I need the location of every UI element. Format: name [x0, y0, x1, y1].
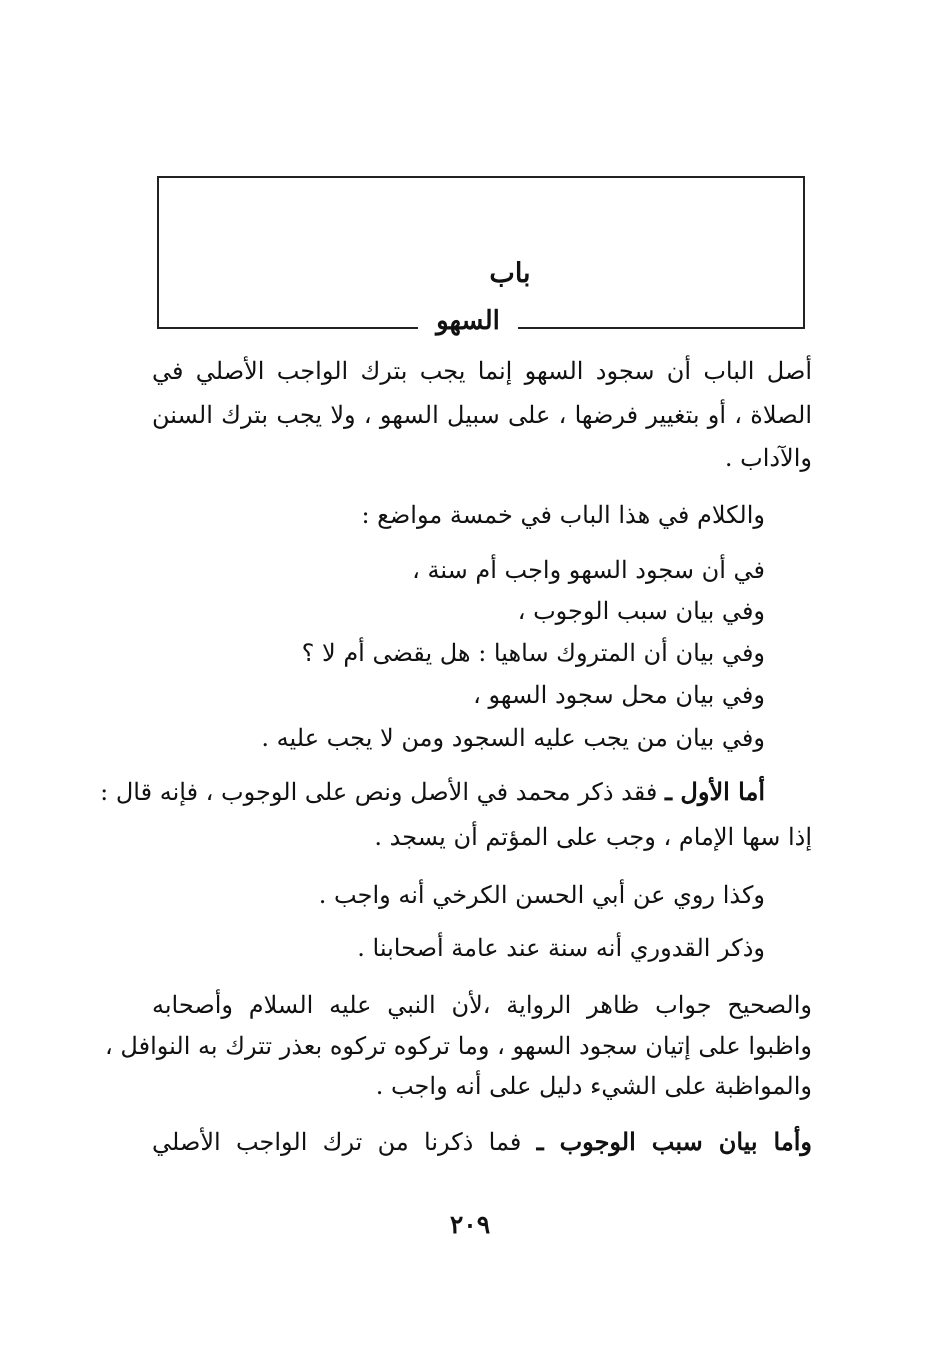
topic-list-item-3: وفي بيان أن المتروك ساهيا : هل يقضى أم لا ؟: [301, 639, 765, 667]
topic-list-item-2: وفي بيان سبب الوجوب ،: [517, 597, 765, 625]
paragraph-7-line-1: والصحيح جواب ظاهر الرواية ،لأن النبي عليه السلام وأصحابه: [152, 991, 812, 1019]
topic-list-item-4: وفي بيان محل سجود السهو ،: [473, 681, 765, 709]
paragraph-4-line-1: [100, 777, 765, 807]
section-lead-first: أما الأول ـ: [665, 777, 765, 806]
paragraph-6-line-1: وذكر القدوري أنه سنة عند عامة أصحابنا .: [357, 934, 765, 962]
paragraph-1-line-1: أصل الباب أن سجود السهو إنما يجب بترك الواجب الأصلي في: [152, 357, 812, 385]
chapter-title: السهو: [418, 306, 518, 336]
paragraph-1-line-2: الصلاة ، أو بتغيير فرضها ، على سبيل السهو ، ولا يجب بترك السنن: [152, 401, 812, 429]
paragraph-7-line-2: واظبوا على إتيان سجود السهو ، وما تركوه تركوه بعذر تترك به النوافل ،: [105, 1032, 812, 1060]
section-lead-cause: وأما بيان سبب الوجوب ـ: [536, 1127, 812, 1156]
paragraph-8-line-1-text: فما ذكرنا من ترك الواجب الأصلي: [152, 1128, 522, 1156]
topic-list-item-5: وفي بيان من يجب عليه السجود ومن لا يجب عليه .: [261, 724, 765, 752]
header-rule-right: [512, 327, 805, 329]
paragraph-4-line-1-text: فقد ذكر محمد في الأصل ونص على الوجوب ، فإنه قال :: [100, 778, 658, 806]
topic-list-item-1: في أن سجود السهو واجب أم سنة ،: [412, 556, 765, 584]
chapter-label: باب: [489, 258, 531, 289]
paragraph-1-line-3: والآداب .: [724, 444, 812, 472]
header-rule-left: [157, 327, 425, 329]
paragraph-4-line-2: إذا سها الإمام ، وجب على المؤتم أن يسجد .: [374, 823, 812, 851]
paragraph-7-line-3: والمواظبة على الشيء دليل على أنه واجب .: [375, 1072, 812, 1100]
paragraph-2-line-1: والكلام في هذا الباب في خمسة مواضع :: [361, 501, 765, 529]
page-number: ٢٠٩: [449, 1210, 491, 1239]
paragraph-8-line-1: [152, 1127, 812, 1157]
paragraph-5-line-1: وكذا روي عن أبي الحسن الكرخي أنه واجب .: [318, 881, 765, 909]
